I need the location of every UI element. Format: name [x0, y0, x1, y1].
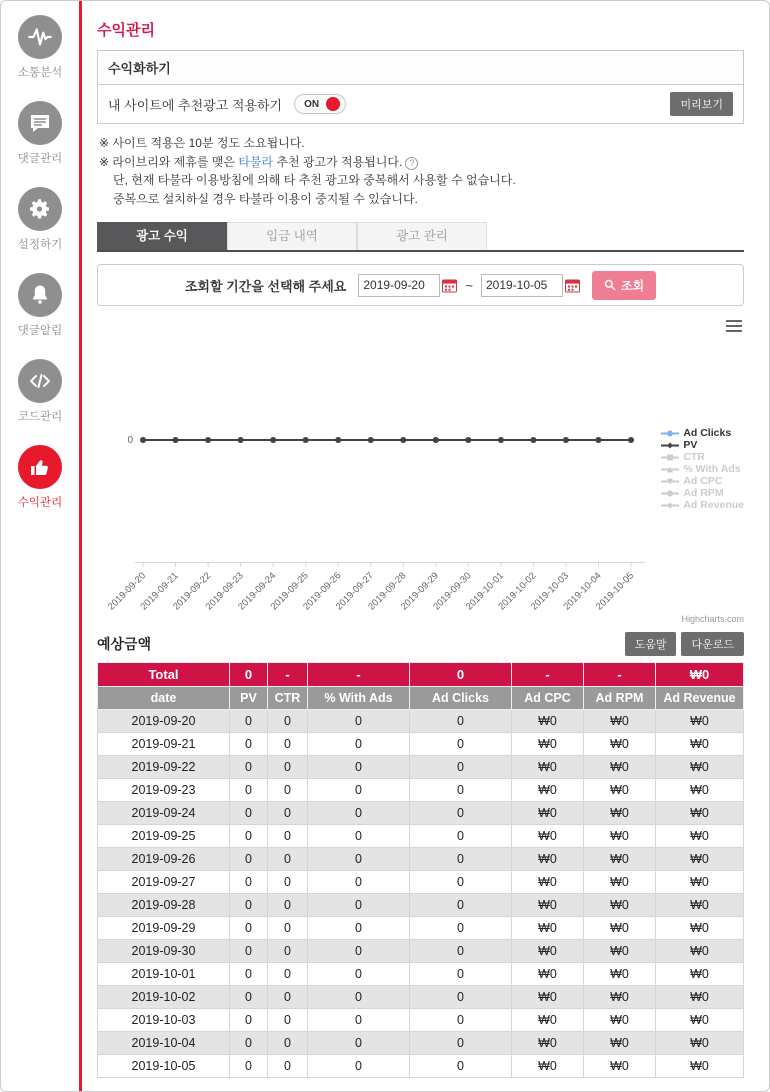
- legend-marker-icon: [661, 501, 679, 510]
- table-cell: ₩0: [584, 779, 656, 802]
- sidebar-item-revenue[interactable]: [18, 445, 62, 510]
- table-cell: 0: [268, 894, 308, 917]
- thumbs-up-icon: [18, 445, 62, 489]
- table-cell: 0: [410, 963, 512, 986]
- table-cell: ₩0: [656, 1055, 744, 1078]
- table-cell: 2019-09-24: [98, 802, 230, 825]
- table-cell: 2019-09-27: [98, 871, 230, 894]
- ad-toggle[interactable]: [294, 94, 346, 114]
- table-cell: ₩0: [656, 894, 744, 917]
- table-row: [98, 917, 744, 940]
- table-cell: ₩0: [512, 825, 584, 848]
- table-cell: ₩0: [584, 756, 656, 779]
- svg-text:2019-09-27: 2019-09-27: [333, 570, 376, 613]
- table-cell: 0: [230, 963, 268, 986]
- table-cell: 0: [410, 871, 512, 894]
- table-cell: 0: [308, 894, 410, 917]
- table-cell: 0: [410, 756, 512, 779]
- table-cell: 0: [410, 1009, 512, 1032]
- table-cell: ₩0: [512, 871, 584, 894]
- total-cell: 0: [410, 663, 512, 687]
- chart-credit: Highcharts.com: [681, 614, 744, 625]
- toggle-state-label: ON: [304, 98, 320, 110]
- calendar-icon[interactable]: [565, 278, 580, 293]
- column-header: date: [98, 687, 230, 710]
- total-cell: -: [268, 663, 308, 687]
- table-cell: 0: [230, 825, 268, 848]
- table-cell: ₩0: [656, 710, 744, 733]
- revenue-chart: [97, 312, 744, 624]
- table-cell: ₩0: [584, 848, 656, 871]
- table-cell: 0: [410, 940, 512, 963]
- table-cell: 0: [268, 733, 308, 756]
- table-cell: 2019-09-25: [98, 825, 230, 848]
- table-cell: ₩0: [584, 825, 656, 848]
- table-cell: 0: [308, 1032, 410, 1055]
- table-cell: 0: [308, 710, 410, 733]
- svg-text:0: 0: [127, 435, 133, 447]
- table-cell: ₩0: [512, 733, 584, 756]
- sidebar-item-alerts[interactable]: [18, 273, 62, 338]
- table-cell: 0: [268, 1055, 308, 1078]
- gear-icon: [18, 187, 62, 231]
- table-cell: 0: [268, 986, 308, 1009]
- legend-marker-icon: [661, 429, 679, 438]
- svg-text:2019-10-05: 2019-10-05: [593, 570, 637, 613]
- table-cell: ₩0: [656, 1032, 744, 1055]
- table-cell: 0: [268, 710, 308, 733]
- table-cell: 2019-10-03: [98, 1009, 230, 1032]
- column-header: Ad CPC: [512, 687, 584, 710]
- taboola-link[interactable]: 타불라: [238, 154, 274, 169]
- legend-label: PV: [683, 439, 698, 452]
- legend-marker-icon: [661, 453, 679, 462]
- table-cell: ₩0: [584, 986, 656, 1009]
- help-question-icon[interactable]: ?: [405, 157, 418, 170]
- table-cell: ₩0: [656, 802, 744, 825]
- legend-item[interactable]: [661, 500, 744, 511]
- table-cell: ₩0: [512, 1055, 584, 1078]
- waveform-icon: [18, 15, 62, 59]
- table-cell: 2019-09-26: [98, 848, 230, 871]
- note-line-4: 중복으로 설치하실 경우 타불라 이용이 중지될 수 있습니다.: [113, 191, 418, 206]
- table-cell: ₩0: [584, 1009, 656, 1032]
- end-date-input[interactable]: [481, 274, 563, 297]
- table-cell: ₩0: [656, 825, 744, 848]
- table-cell: 0: [308, 1009, 410, 1032]
- table-cell: 2019-10-02: [98, 986, 230, 1009]
- svg-text:2019-10-03: 2019-10-03: [528, 570, 572, 613]
- legend-label: Ad CPC: [683, 475, 723, 488]
- svg-text:2019-09-25: 2019-09-25: [268, 570, 311, 613]
- table-cell: ₩0: [656, 871, 744, 894]
- table-cell: 0: [410, 825, 512, 848]
- table-cell: ₩0: [512, 802, 584, 825]
- tab-bar: [97, 222, 744, 252]
- svg-text:2019-10-04: 2019-10-04: [561, 570, 604, 613]
- help-button[interactable]: 도움말: [625, 632, 677, 656]
- table-row: [98, 848, 744, 871]
- sidebar-item-label: 설정하기: [17, 239, 63, 251]
- total-cell: -: [308, 663, 410, 687]
- table-cell: 0: [230, 894, 268, 917]
- table-cell: 0: [308, 986, 410, 1009]
- table-cell: 0: [230, 917, 268, 940]
- table-cell: 0: [308, 802, 410, 825]
- tab-deposit-history[interactable]: 입금 내역: [227, 222, 357, 250]
- table-cell: ₩0: [584, 871, 656, 894]
- table-cell: 2019-09-21: [98, 733, 230, 756]
- legend-label: Ad Clicks: [683, 427, 732, 440]
- table-cell: ₩0: [584, 940, 656, 963]
- revenue-table-head: [98, 663, 744, 710]
- table-row: [98, 871, 744, 894]
- table-row: [98, 710, 744, 733]
- table-cell: ₩0: [656, 779, 744, 802]
- table-cell: 0: [410, 894, 512, 917]
- table-row: [98, 1055, 744, 1078]
- table-cell: 0: [268, 756, 308, 779]
- revenue-chart-svg: [97, 312, 743, 624]
- table-cell: 2019-09-29: [98, 917, 230, 940]
- table-cell: 0: [230, 1055, 268, 1078]
- legend-item[interactable]: [661, 464, 744, 475]
- table-cell: ₩0: [584, 733, 656, 756]
- table-row: [98, 986, 744, 1009]
- table-cell: 2019-09-22: [98, 756, 230, 779]
- total-cell: -: [512, 663, 584, 687]
- table-cell: ₩0: [656, 986, 744, 1009]
- table-cell: 0: [410, 986, 512, 1009]
- table-cell: 2019-09-28: [98, 894, 230, 917]
- page-title: 수익관리: [97, 22, 155, 39]
- table-cell: ₩0: [584, 963, 656, 986]
- table-cell: 2019-09-30: [98, 940, 230, 963]
- table-cell: 0: [410, 779, 512, 802]
- column-header: Ad Revenue: [656, 687, 744, 710]
- revenue-table: [97, 662, 744, 1078]
- table-cell: 0: [230, 1009, 268, 1032]
- table-cell: ₩0: [656, 756, 744, 779]
- note-line-2: [99, 153, 742, 172]
- sidebar-item-label: 수익관리: [17, 497, 63, 509]
- summary-title: 예상금액: [97, 636, 152, 653]
- table-cell: ₩0: [584, 894, 656, 917]
- total-cell: ₩0: [656, 663, 744, 687]
- table-cell: ₩0: [656, 1009, 744, 1032]
- table-cell: 2019-10-01: [98, 963, 230, 986]
- table-cell: ₩0: [584, 917, 656, 940]
- table-cell: 0: [268, 917, 308, 940]
- calendar-icon[interactable]: [442, 278, 457, 293]
- legend-marker-icon: [661, 489, 679, 498]
- table-cell: 2019-09-20: [98, 710, 230, 733]
- comment-icon: [18, 101, 62, 145]
- table-cell: 0: [268, 940, 308, 963]
- table-cell: 0: [230, 871, 268, 894]
- table-row: [98, 963, 744, 986]
- sidebar-item-settings[interactable]: [18, 187, 62, 252]
- table-cell: 0: [230, 1032, 268, 1055]
- sidebar-item-label: 댓글관리: [17, 153, 63, 165]
- bell-icon: [18, 273, 62, 317]
- start-date-input[interactable]: [358, 274, 440, 297]
- table-cell: 0: [308, 871, 410, 894]
- sidebar-item-label: 소통분석: [17, 67, 63, 79]
- date-range-separator: ~: [465, 277, 473, 293]
- main-content: [82, 1, 770, 1091]
- table-cell: ₩0: [512, 710, 584, 733]
- note-line-1: ※ 사이트 적용은 10분 정도 소요됩니다.: [99, 136, 305, 150]
- total-cell: Total: [98, 663, 230, 687]
- table-cell: ₩0: [656, 848, 744, 871]
- table-total-row: [98, 663, 744, 687]
- sidebar-item-code[interactable]: [18, 359, 62, 424]
- table-cell: 0: [230, 756, 268, 779]
- table-cell: 0: [410, 917, 512, 940]
- table-cell: ₩0: [512, 1032, 584, 1055]
- table-cell: 0: [410, 710, 512, 733]
- table-cell: 0: [308, 733, 410, 756]
- download-button[interactable]: 다운로드: [681, 632, 744, 656]
- table-cell: ₩0: [656, 917, 744, 940]
- table-row: [98, 733, 744, 756]
- table-cell: 0: [308, 1055, 410, 1078]
- legend-label: Ad RPM: [683, 487, 724, 500]
- revenue-table-body: [98, 710, 744, 1078]
- table-cell: ₩0: [512, 848, 584, 871]
- search-button[interactable]: [592, 271, 656, 300]
- svg-text:2019-09-21: 2019-09-21: [138, 570, 181, 613]
- table-cell: 2019-10-05: [98, 1055, 230, 1078]
- table-cell: 0: [410, 1032, 512, 1055]
- table-cell: 0: [230, 848, 268, 871]
- table-cell: 0: [268, 1009, 308, 1032]
- table-cell: 0: [230, 986, 268, 1009]
- table-cell: 0: [268, 1032, 308, 1055]
- table-cell: 2019-09-23: [98, 779, 230, 802]
- table-cell: 0: [268, 802, 308, 825]
- table-row: [98, 802, 744, 825]
- table-row: [98, 894, 744, 917]
- date-filter-label: 조회할 기간을 선택해 주세요: [184, 278, 347, 294]
- table-cell: ₩0: [584, 710, 656, 733]
- svg-text:2019-09-28: 2019-09-28: [366, 570, 409, 613]
- table-row: [98, 756, 744, 779]
- table-cell: 0: [268, 963, 308, 986]
- table-cell: ₩0: [512, 986, 584, 1009]
- table-cell: 0: [308, 940, 410, 963]
- column-header: Ad Clicks: [410, 687, 512, 710]
- legend-item[interactable]: [661, 488, 744, 499]
- legend-item[interactable]: [661, 428, 744, 439]
- table-cell: 0: [230, 733, 268, 756]
- total-cell: 0: [230, 663, 268, 687]
- preview-button[interactable]: 미리보기: [670, 92, 733, 116]
- table-cell: ₩0: [584, 802, 656, 825]
- table-cell: ₩0: [512, 940, 584, 963]
- column-header: % With Ads: [308, 687, 410, 710]
- table-row: [98, 779, 744, 802]
- monetize-header: 수익화하기: [98, 51, 743, 85]
- table-cell: 2019-10-04: [98, 1032, 230, 1055]
- legend-marker-icon: [661, 477, 679, 486]
- table-cell: 0: [230, 779, 268, 802]
- search-button-label: 조회: [620, 278, 645, 293]
- chart-context-menu-icon[interactable]: [726, 320, 742, 335]
- date-filter-bar: [97, 264, 744, 306]
- legend-item[interactable]: [661, 476, 744, 487]
- table-cell: 0: [230, 940, 268, 963]
- column-header: CTR: [268, 687, 308, 710]
- legend-label: CTR: [683, 451, 705, 464]
- table-cell: 0: [410, 802, 512, 825]
- code-icon: [18, 359, 62, 403]
- note-line-2-suffix: 추천 광고가 적용됩니다.: [273, 154, 403, 169]
- note-line-3: 단, 현재 타불라 이용방침에 의해 타 추천 광고와 중복해서 사용할 수 없습니다.: [113, 173, 516, 188]
- tab-ad-revenue[interactable]: 광고 수익: [97, 222, 227, 250]
- table-cell: 0: [308, 756, 410, 779]
- legend-marker-icon: [661, 465, 679, 474]
- sidebar-item-label: 댓글알림: [17, 325, 63, 337]
- table-cell: ₩0: [512, 779, 584, 802]
- table-cell: 0: [410, 1055, 512, 1078]
- table-cell: 0: [268, 825, 308, 848]
- svg-text:2019-09-30: 2019-09-30: [431, 570, 474, 613]
- monetize-toggle-label: 내 사이트에 추천광고 적용하기: [108, 97, 283, 113]
- svg-text:2019-09-24: 2019-09-24: [236, 570, 279, 613]
- table-cell: 0: [268, 848, 308, 871]
- tab-ad-management[interactable]: 광고 관리: [357, 222, 487, 250]
- svg-text:2019-10-02: 2019-10-02: [496, 570, 539, 613]
- svg-text:2019-09-26: 2019-09-26: [301, 570, 344, 613]
- table-cell: 0: [268, 871, 308, 894]
- notes: [99, 134, 742, 208]
- table-cell: ₩0: [512, 894, 584, 917]
- table-cell: 0: [308, 917, 410, 940]
- chart-legend: [661, 428, 744, 511]
- toggle-knob: [326, 97, 340, 111]
- legend-marker-icon: [661, 441, 679, 450]
- table-cell: 0: [308, 963, 410, 986]
- table-cell: 0: [308, 779, 410, 802]
- table-row: [98, 1009, 744, 1032]
- table-cell: ₩0: [512, 917, 584, 940]
- sidebar-item-analytics[interactable]: [18, 15, 62, 80]
- svg-text:2019-09-29: 2019-09-29: [398, 570, 441, 613]
- table-cell: ₩0: [656, 963, 744, 986]
- total-cell: -: [584, 663, 656, 687]
- table-cell: 0: [230, 802, 268, 825]
- svg-text:2019-09-22: 2019-09-22: [171, 570, 214, 613]
- table-cell: 0: [410, 848, 512, 871]
- note-line-2-prefix: ※ 라이브리와 제휴를 맺은: [99, 154, 239, 169]
- table-cell: 0: [308, 825, 410, 848]
- column-header: Ad RPM: [584, 687, 656, 710]
- table-cell: ₩0: [656, 940, 744, 963]
- sidebar-item-label: 코드관리: [17, 411, 63, 423]
- table-cell: 0: [308, 848, 410, 871]
- table-row: [98, 825, 744, 848]
- svg-text:2019-10-01: 2019-10-01: [463, 570, 506, 613]
- table-cell: ₩0: [512, 756, 584, 779]
- summary-bar: [97, 632, 744, 656]
- table-row: [98, 940, 744, 963]
- legend-item[interactable]: [661, 452, 744, 463]
- legend-label: % With Ads: [683, 463, 741, 476]
- sidebar-item-comments[interactable]: [18, 101, 62, 166]
- table-cell: ₩0: [656, 733, 744, 756]
- table-cell: 0: [268, 779, 308, 802]
- table-cell: ₩0: [512, 963, 584, 986]
- sidebar: [1, 1, 82, 1091]
- table-header-row: [98, 687, 744, 710]
- search-icon: [604, 279, 616, 291]
- legend-item[interactable]: [661, 440, 744, 451]
- table-cell: 0: [230, 710, 268, 733]
- monetize-box: [97, 50, 744, 124]
- table-row: [98, 1032, 744, 1055]
- legend-label: Ad Revenue: [683, 499, 744, 512]
- table-cell: ₩0: [584, 1055, 656, 1078]
- svg-text:2019-09-23: 2019-09-23: [203, 570, 246, 613]
- table-cell: ₩0: [512, 1009, 584, 1032]
- column-header: PV: [230, 687, 268, 710]
- table-cell: ₩0: [584, 1032, 656, 1055]
- table-cell: 0: [410, 733, 512, 756]
- svg-text:2019-09-20: 2019-09-20: [105, 570, 149, 613]
